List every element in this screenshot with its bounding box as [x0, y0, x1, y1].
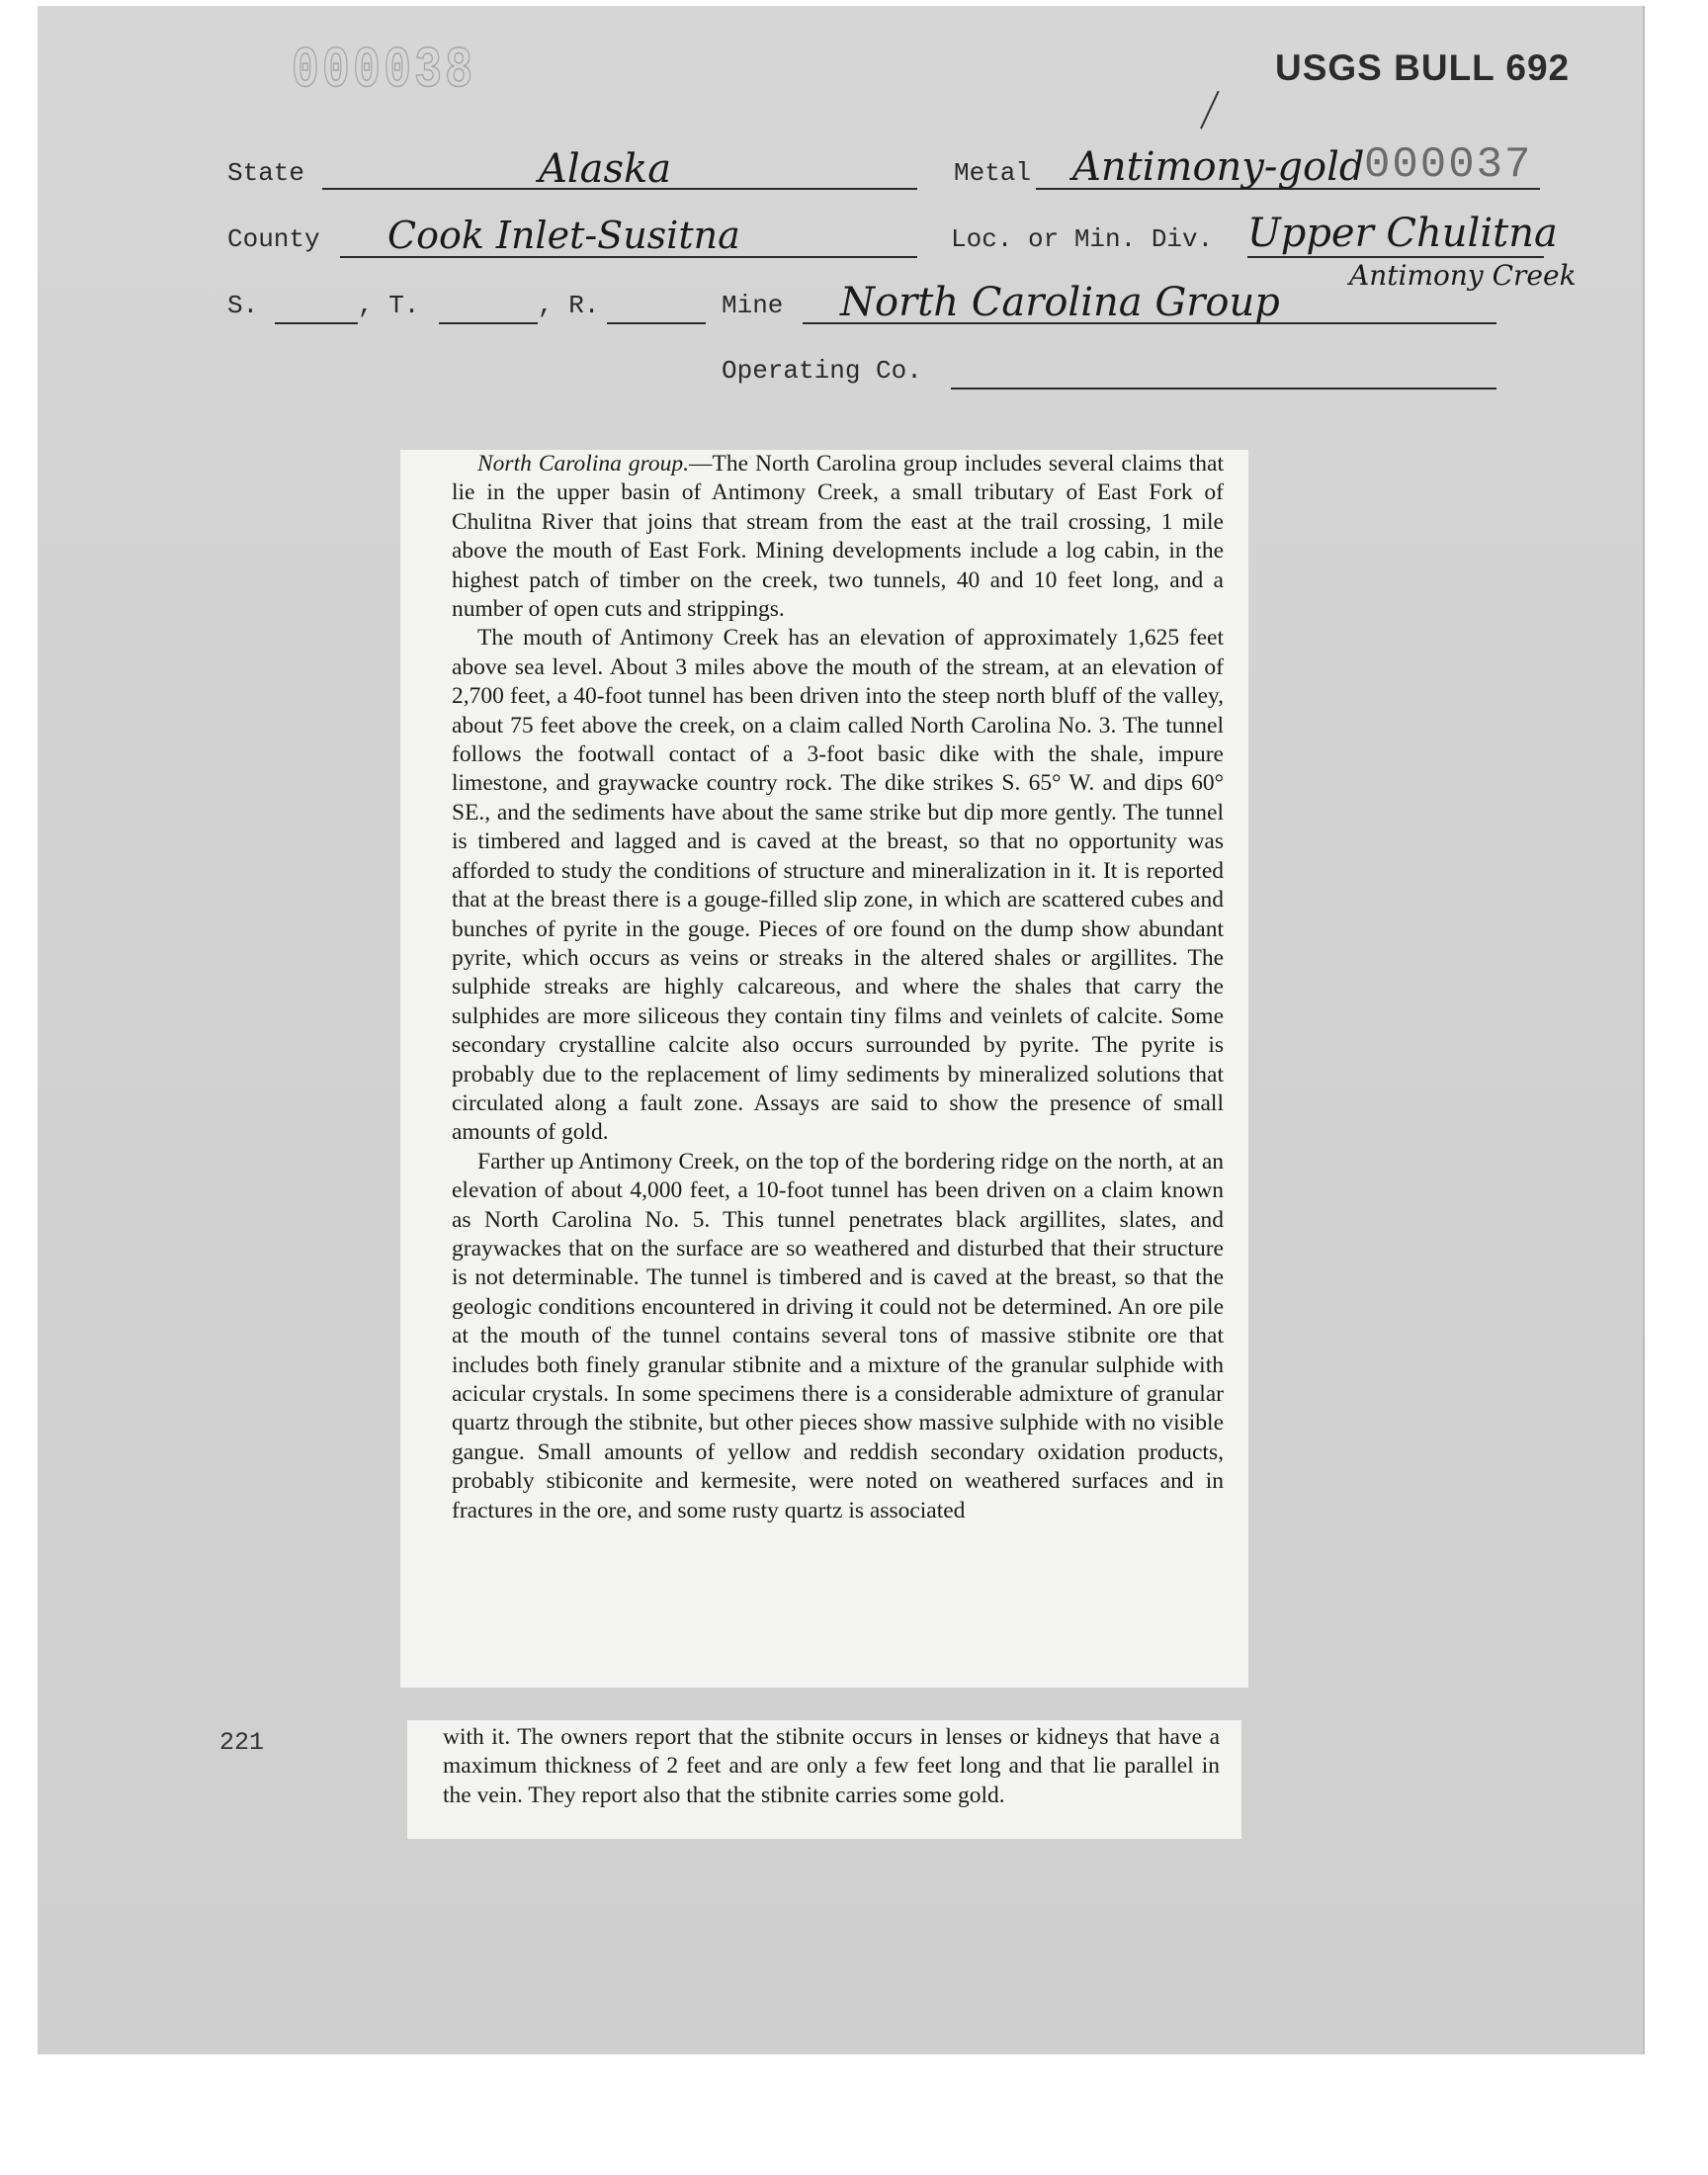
- county-value: Cook Inlet-Susitna: [387, 214, 740, 257]
- report-clipping-continuation: [407, 1720, 1241, 1839]
- loc-line: [1247, 256, 1544, 258]
- range-label: , R.: [538, 291, 600, 320]
- range-line: [607, 322, 706, 324]
- state-label: State: [227, 158, 305, 188]
- clipping-paragraph-2: The mouth of Antimony Creek has an elevation of approximately 1,625 feet above sea level. About 3 miles above the mouth of the stream, at an elevation of 2,700 feet, a 40-foot tunnel has been driven into the steep north bluff of the valley, about 75 feet above the creek, on a claim called North Carolina No. 3. The tunnel follows the footwall contact of a 3-foot basic dike with the shale, impure limestone, and graywacke country rock. The dike strikes S. 65° W. and dips 60° SE., and the sediments have about the same strike but dip more gently. The tunnel is timbered and lagged and is caved at the breast, so that no opportunity was afforded to study the conditions of structure and mineralization in it. It is reported that at the breast there is a gouge-filled slip zone, in which are scattered cubes and bunches of pyrite in the gouge. Pieces of ore found on the dump show abundant pyrite, which occurs as veins or streaks in the altered shales or argillites. The sulphide streaks are highly calcareous, and where the shales that carry the sulphides are more siliceous they contain tiny films and veinlets of calcite. Some secondary crystalline calcite also occurs surrounded by pyrite. The pyrite is probably due to the replacement of limy sediments by mineralized solutions that circulated along a fault zone. Assays are said to show the presence of small amounts of gold.: [452, 625, 1224, 1146]
- report-clipping: [400, 450, 1248, 1688]
- metal-label: Metal: [954, 158, 1032, 188]
- page-number: 221: [219, 1728, 265, 1757]
- clipping-title: North Carolina group.: [477, 451, 689, 477]
- operating-co-label: Operating Co.: [722, 356, 922, 386]
- clipping-paragraph-3: Farther up Antimony Creek, on the top of the bordering ridge on the north, at an elevation of about 4,000 feet, a 10-foot tunnel has been driven on a claim known as North Carolina No. 5. This tunnel penetrates black argillites, slates, and graywackes that on the surface are so weathered and disturbed that their structure is not determinable. The tunnel is timbered and is caved at the breast, so that the geologic conditions encountered in driving it could not be determined. An ore pile at the mouth of the tunnel contains several tons of massive stibnite ore that includes both finely granular stibnite and a mixture of the granular sulphide with acicular crystals. In some specimens there is a considerable admixture of granular quartz through the stibnite, but other pieces show massive sulphide with no visible gangue. Small amounts of yellow and reddish secondary oxidation products, probably stibiconite and kermesite, were noted on weathered surfaces and in fractures in the ore, and some rusty quartz is associated: [452, 1148, 1224, 1523]
- state-value: Alaska: [539, 146, 672, 192]
- metal-value: Antimony-gold: [1072, 144, 1365, 190]
- loc-value-secondary: Antimony Creek: [1349, 259, 1577, 292]
- mine-label: Mine: [722, 291, 784, 320]
- section-line: [275, 322, 358, 324]
- county-label: County: [227, 224, 320, 254]
- loc-value: Upper Chulitna: [1247, 211, 1558, 256]
- clipping-paragraph-1: [452, 450, 1224, 624]
- bulletin-reference: USGS BULL 692: [1275, 47, 1571, 88]
- section-label: S.: [227, 291, 259, 320]
- mine-value: North Carolina Group: [840, 280, 1280, 325]
- operating-co-line: [951, 388, 1496, 390]
- clipping-paragraph-4: with it. The owners report that the stibnite occurs in lenses or kidneys that have a maximum thickness of 2 feet and are only a few feet long and that lie parallel in the vein. They report also that the stibnite carries some gold.: [443, 1724, 1220, 1808]
- township-label: , T.: [358, 291, 420, 320]
- clipping-paragraph-1-text: —The North Carolina group includes several claims that lie in the upper basin of Antimony Creek, a small tributary of East Fork of Chulitna River that joins that stream from the east at the trail crossing, 1 mile above the mouth of East Fork. Mining developments include a log cabin, in the highest patch of timber on the creek, two tunnels, 40 and 10 feet long, and a number of open cuts and strippings.: [452, 451, 1224, 623]
- record-number-stamp: 000037: [1364, 140, 1533, 190]
- loc-label: Loc. or Min. Div.: [951, 224, 1214, 254]
- township-line: [439, 322, 538, 324]
- ghost-record-number: 000038: [292, 40, 476, 104]
